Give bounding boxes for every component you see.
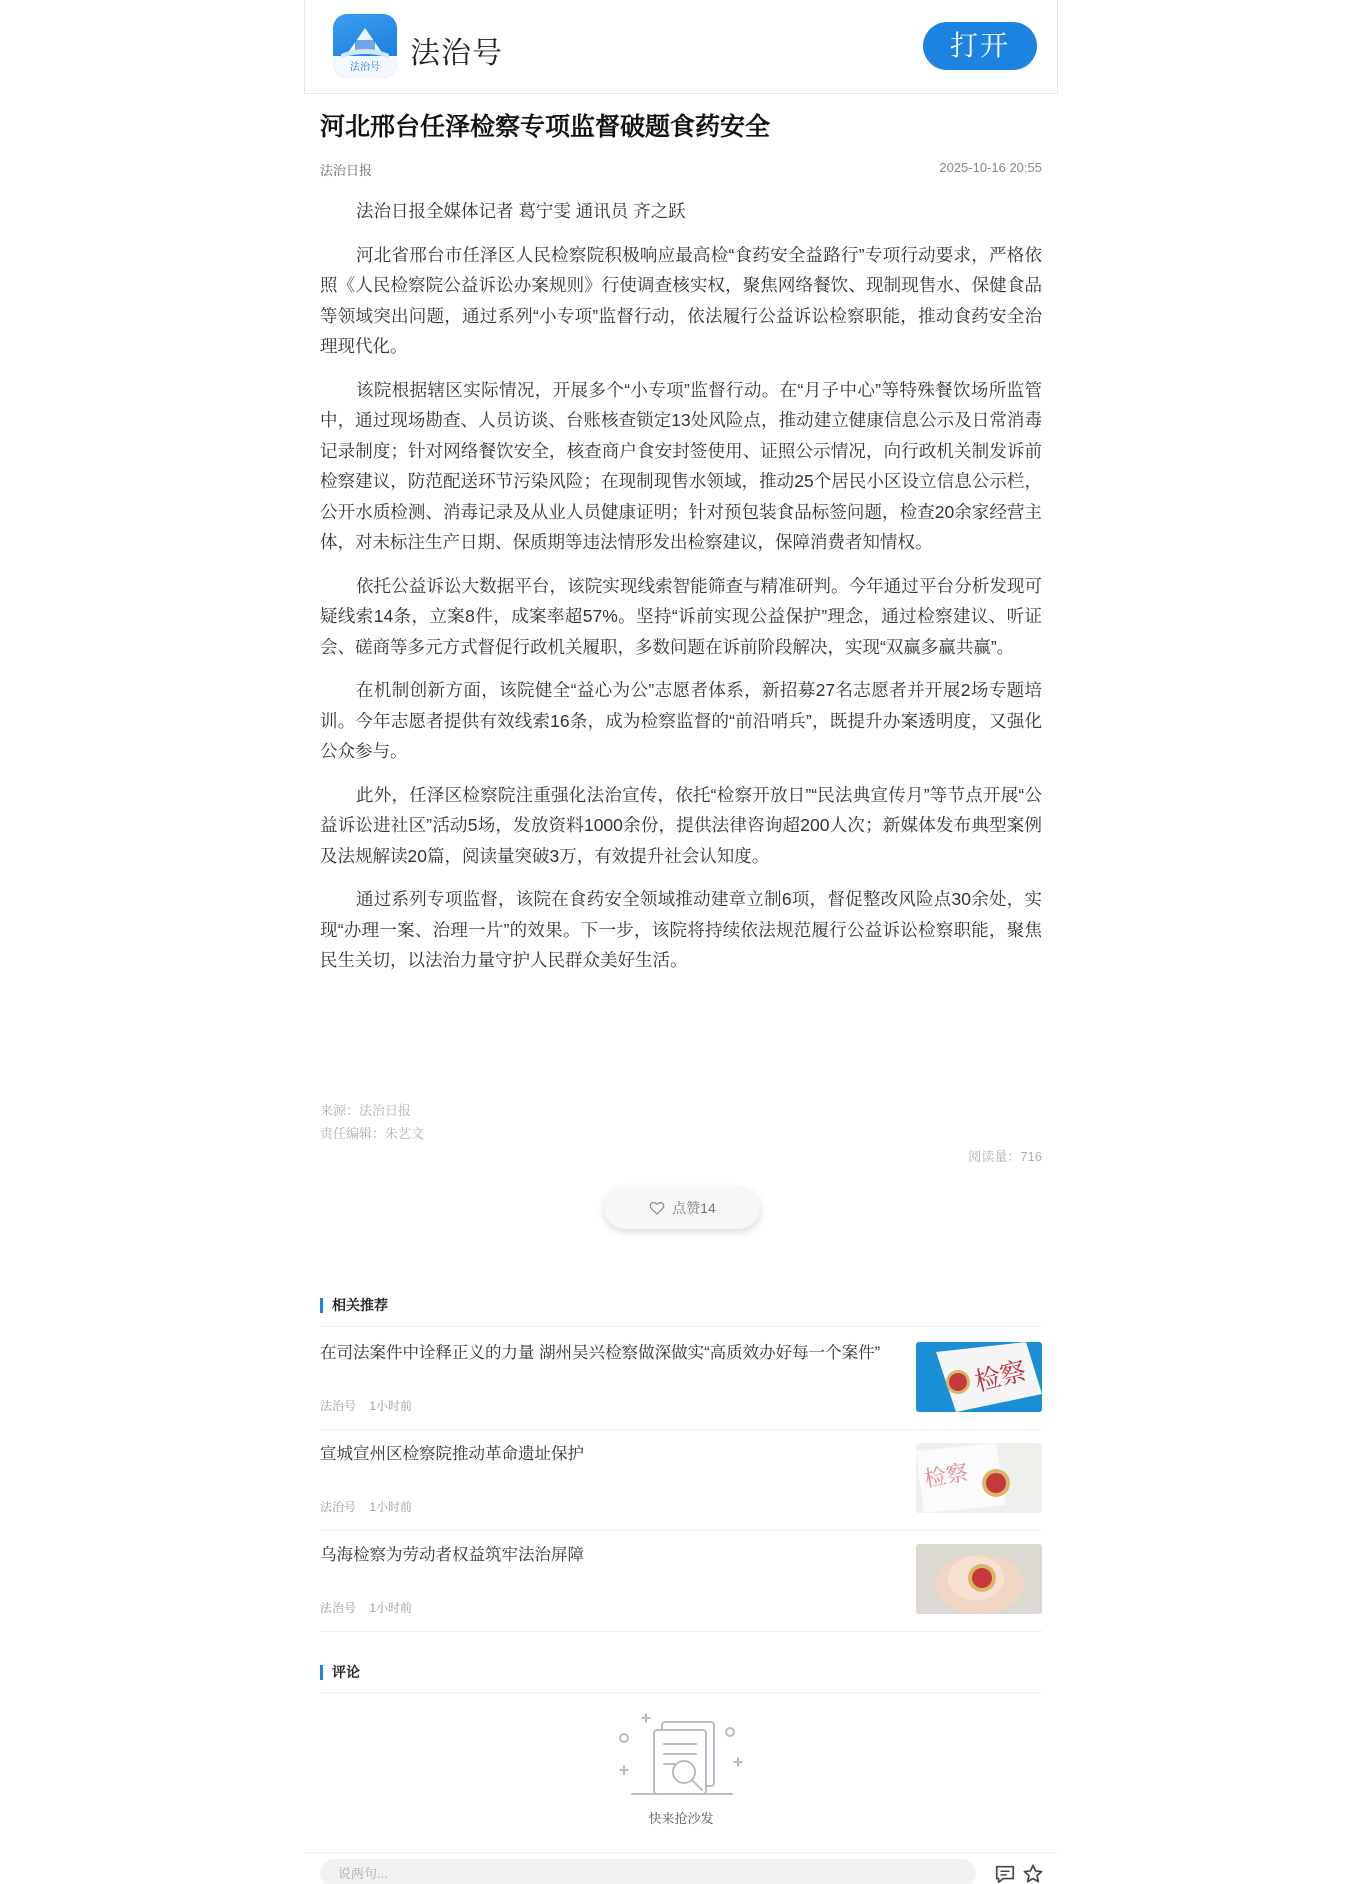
app-logo-icon[interactable] <box>333 14 397 78</box>
related-item-time: 1小时前 <box>369 1399 413 1413</box>
star-icon[interactable] <box>1022 1863 1044 1884</box>
empty-document-icon <box>612 1710 752 1810</box>
article-source-line: 来源：法治日报 <box>320 1103 412 1118</box>
related-item-source: 法治号 <box>320 1500 357 1514</box>
article-paragraph: 法治日报全媒体记者 葛宁雯 通讯员 齐之跃 <box>356 201 686 221</box>
open-app-button[interactable]: 打开 <box>923 22 1037 70</box>
article-paragraph: 该院根据辖区实际情况，开展多个“小专项”监督行动。在“月子中心”等特殊餐饮场所监管中，通过现场勘查、人员访谈、台账核查锁定13处风险点，推动建立健康信息公示及日常消毒记录制度；针对网络餐饮安全，核查商户食安封签使用、证照公示情况，向行政机关制发诉前检察建议，防范配送环节污染风险；在现制现售水领域，推动25个居民小区设立信息公示栏，公开水质检测、消毒记录及从业人员健康证明；针对预包装食品标签问题，检查20余家经营主体，对未标注生产日期、保质期等违法情形发出检察建议，保障消费者知情权。 <box>320 379 1042 552</box>
related-item-thumbnail[interactable] <box>916 1443 1042 1513</box>
empty-comments-text: 快来抢沙发 <box>648 1811 714 1826</box>
article-paragraph: 在机制创新方面，该院健全“益心为公”志愿者体系，新招募27名志愿者并开展2场专题培训。今年志愿者提供有效线索16条，成为检察监督的“前沿哨兵”，既提升办案透明度，又强化公众参与。 <box>320 680 1042 761</box>
article-paragraph: 依托公益诉讼大数据平台，该院实现线索智能筛查与精准研判。今年通过平台分析发现可疑线索14条，立案8件，成案率超57%。坚持“诉前实现公益保护”理念，通过检察建议、听证会、磋商等多元方式督促行政机关履职，多数问题在诉前阶段解决，实现“双赢多赢共赢”。 <box>320 575 1042 657</box>
related-item-source: 法治号 <box>320 1601 357 1615</box>
article-paragraph: 此外，任泽区检察院注重强化法治宣传，依托“检察开放日”“民法典宣传月”等节点开展“公益诉讼进社区”活动5场，发放资料1000余份，提供法律咨询超200人次；新媒体发布典型案例及法规解读20篇，阅读量突破3万，有效提升社会认知度。 <box>320 784 1042 866</box>
related-item-time: 1小时前 <box>369 1601 413 1615</box>
article-paragraph: 通过系列专项监督，该院在食药安全领域推动建章立制6项，督促整改风险点30余处，实现“办理一案、治理一片”的效果。下一步，该院将持续依法规范履行公益诉讼检察职能，聚焦民生关切，以法治力量守护人民群众美好生活。 <box>320 889 1042 970</box>
related-item-time: 1小时前 <box>369 1500 413 1514</box>
logo-caption: 法治号 <box>350 62 380 73</box>
read-count: 阅读量：716 <box>968 1149 1042 1164</box>
thumbnail-text: 检察 <box>922 1460 971 1493</box>
article-paragraph: 河北省邢台市任泽区人民检察院积极响应最高检“食药安全益路行”专项行动要求，严格依照《人民检察院公益诉讼办案规则》行使调查核实权，聚焦网络餐饮、现制现售水、保健食品等领域突出问题，通过系列“小专项”监督行动，依法履行公益诉讼检察职能，推动食药安全治理现代化。 <box>320 244 1042 356</box>
comment-icon[interactable] <box>994 1863 1016 1884</box>
related-divider <box>320 1326 1042 1327</box>
comments-section-title: 评论 <box>320 1665 360 1680</box>
related-section-title: 相关推荐 <box>320 1298 388 1313</box>
article-source: 法治日报 <box>320 163 373 178</box>
related-item-title[interactable]: 在司法案件中诠释正义的力量 湖州吴兴检察做深做实“高质效办好每一个案件” <box>320 1344 881 1362</box>
related-item-source: 法治号 <box>320 1399 357 1413</box>
app-header <box>304 0 1058 94</box>
related-item-title[interactable]: 宣城宣州区检察院推动革命遗址保护 <box>320 1445 584 1463</box>
related-item-thumbnail[interactable] <box>916 1544 1042 1614</box>
related-item[interactable] <box>320 1532 1042 1632</box>
like-count-label: 点赞14 <box>672 1200 716 1216</box>
heart-icon <box>648 1199 666 1217</box>
comment-input[interactable] <box>320 1859 976 1884</box>
thumbnail-text: 检察 <box>971 1356 1030 1398</box>
like-button[interactable] <box>604 1187 760 1229</box>
related-item[interactable] <box>320 1431 1042 1531</box>
page-column <box>304 0 1058 1884</box>
article-body <box>320 196 1042 989</box>
related-item[interactable] <box>320 1330 1042 1430</box>
article-editor-line: 责任编辑：朱艺文 <box>320 1126 425 1141</box>
comments-divider <box>320 1692 1042 1693</box>
related-item-meta <box>320 1498 412 1515</box>
article-title: 河北邢台任泽检察专项监督破题食药安全 <box>320 113 771 141</box>
related-item-meta <box>320 1397 412 1414</box>
related-item-meta <box>320 1599 412 1616</box>
related-item-title[interactable]: 乌海检察为劳动者权益筑牢法治屏障 <box>320 1546 584 1564</box>
app-name: 法治号 <box>410 37 503 70</box>
related-item-thumbnail[interactable] <box>916 1342 1042 1412</box>
article-time: 2025-10-16 20:55 <box>939 160 1042 175</box>
bottom-bar <box>304 1852 1058 1884</box>
